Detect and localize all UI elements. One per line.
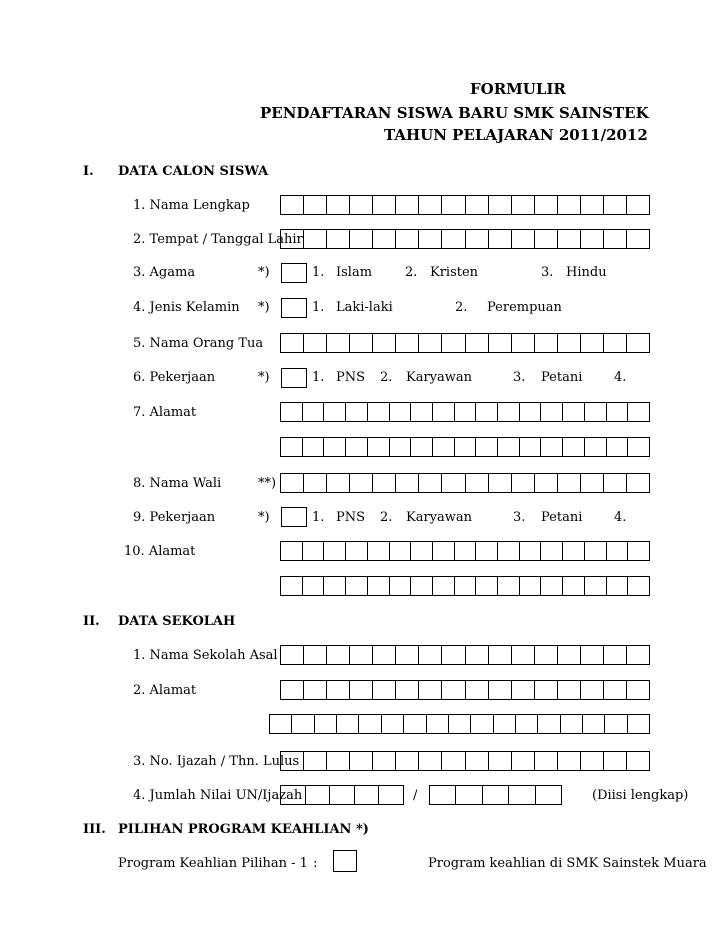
required-marker: *) [258,370,270,385]
input-cell[interactable] [558,474,581,492]
input-cell[interactable] [306,786,331,804]
label-pekerjaan-wali: 9. Pekerjaan [133,510,216,525]
input-cell[interactable] [520,438,542,456]
input-cell[interactable] [536,786,562,804]
input-cell[interactable] [281,646,304,664]
label-alamat: 7. Alamat [133,405,197,420]
input-cell[interactable] [535,752,558,770]
input-cell[interactable] [483,786,509,804]
input-cell[interactable] [315,715,337,733]
label-jenis-kelamin: 4. Jenis Kelamin [133,300,240,315]
input-cell[interactable] [512,646,535,664]
input-cell[interactable] [512,474,535,492]
input-cell[interactable] [324,403,346,421]
input-cell[interactable] [270,715,292,733]
input-cell[interactable] [476,542,498,560]
input-cell[interactable] [350,752,373,770]
input-cell[interactable] [346,542,368,560]
input-cell[interactable] [390,438,412,456]
input-cell[interactable] [605,715,627,733]
wali-job-option-3-label: Petani [541,510,583,525]
input-cell[interactable] [350,196,373,214]
input-cell[interactable] [607,577,629,595]
input-cell[interactable] [498,542,520,560]
input-cell[interactable] [303,403,325,421]
form-year: TAHUN PELAJARAN 2011/2012 [384,126,648,144]
input-cell[interactable] [455,438,477,456]
input-cell[interactable] [558,681,581,699]
input-cell[interactable] [607,403,629,421]
input-cell[interactable] [281,438,303,456]
input-cell[interactable] [419,334,442,352]
input-cell[interactable] [330,786,355,804]
input-cell[interactable] [327,681,350,699]
input-cell[interactable] [535,230,558,248]
input-cell[interactable] [476,403,498,421]
input-cell[interactable] [324,577,346,595]
jk-option-1-num: 1. [312,300,325,315]
input-cell[interactable] [541,577,563,595]
label-nama-sekolah-asal: 1. Nama Sekolah Asal [133,648,278,663]
input-cell[interactable] [396,334,419,352]
required-marker: *) [258,265,270,280]
jk-option-2-num: 2. [455,300,468,315]
input-cell[interactable] [512,196,535,214]
input-cell[interactable] [563,438,585,456]
pekerjaan-wali-checkbox[interactable] [281,507,307,527]
label-program-keahlian-pilihan: Program Keahlian Pilihan - 1 [118,856,308,871]
input-cell[interactable] [516,715,538,733]
input-cell[interactable] [489,752,512,770]
input-cell[interactable] [350,474,373,492]
input-cell[interactable] [535,646,558,664]
required-marker: *) [258,510,270,525]
input-cell[interactable] [442,681,465,699]
input-cell[interactable] [433,438,455,456]
input-cell[interactable] [350,681,373,699]
input-cell[interactable] [411,438,433,456]
input-cell[interactable] [303,542,325,560]
input-alamat-line-1[interactable] [280,402,650,422]
input-alamat-sekolah-line-1[interactable] [280,680,650,700]
input-cell[interactable] [368,403,390,421]
agama-option-3-num: 3. [541,265,554,280]
input-cell[interactable] [390,542,412,560]
input-cell[interactable] [373,196,396,214]
input-cell[interactable] [476,438,498,456]
section-2-number: II. [83,614,100,629]
form-title: FORMULIR [470,80,566,98]
input-cell[interactable] [303,577,325,595]
input-cell[interactable] [628,577,650,595]
input-cell[interactable] [489,646,512,664]
input-cell[interactable] [327,334,350,352]
input-cell[interactable] [535,334,558,352]
input-cell[interactable] [627,752,650,770]
input-cell[interactable] [585,403,607,421]
colon: : [313,856,318,871]
required-marker: *) [258,300,270,315]
input-cell[interactable] [489,681,512,699]
input-cell[interactable] [304,196,327,214]
wali-job-option-1-num: 1. [312,510,325,525]
input-cell[interactable] [563,542,585,560]
input-cell[interactable] [498,438,520,456]
wali-job-option-2-label: Karyawan [406,510,473,525]
input-cell[interactable] [604,752,627,770]
program-keahlian-note: Program keahlian di SMK Sainstek Muara [428,856,707,871]
input-cell[interactable] [466,474,489,492]
input-cell[interactable] [466,646,489,664]
job-option-1-label: PNS [336,370,366,385]
input-cell[interactable] [627,230,650,248]
section-3-number: III. [83,822,106,837]
input-cell[interactable] [607,542,629,560]
input-cell[interactable] [489,334,512,352]
input-cell[interactable] [512,681,535,699]
input-cell[interactable] [628,542,650,560]
input-cell[interactable] [281,403,303,421]
jenis-kelamin-checkbox[interactable] [281,298,307,318]
input-nama-wali[interactable] [280,473,650,493]
input-alamat-line-2[interactable] [280,437,650,457]
input-cell[interactable] [628,403,650,421]
input-cell[interactable] [471,715,493,733]
input-cell[interactable] [489,230,512,248]
input-cell[interactable] [304,681,327,699]
input-alamat-sekolah-line-2[interactable] [269,714,650,734]
input-cell[interactable] [442,230,465,248]
input-cell[interactable] [433,403,455,421]
input-cell[interactable] [396,681,419,699]
input-cell[interactable] [373,681,396,699]
input-cell[interactable] [563,403,585,421]
agama-option-1-num: 1. [312,265,325,280]
input-cell[interactable] [373,230,396,248]
input-cell[interactable] [489,196,512,214]
input-cell[interactable] [535,681,558,699]
label-nama-wali: 8. Nama Wali [133,476,222,491]
input-nama-lengkap[interactable] [280,195,650,215]
input-cell[interactable] [581,474,604,492]
input-cell[interactable] [304,334,327,352]
jk-option-1-label: Laki-laki [336,300,393,315]
input-cell[interactable] [520,542,542,560]
input-cell[interactable] [558,196,581,214]
input-cell[interactable] [581,646,604,664]
input-cell[interactable] [581,196,604,214]
input-cell[interactable] [304,646,327,664]
input-cell[interactable] [455,542,477,560]
input-cell[interactable] [498,403,520,421]
input-cell[interactable] [327,646,350,664]
input-cell[interactable] [466,681,489,699]
label-pekerjaan: 6. Pekerjaan [133,370,216,385]
input-cell[interactable] [627,646,650,664]
input-cell[interactable] [396,646,419,664]
input-cell[interactable] [563,577,585,595]
input-cell[interactable] [327,196,350,214]
input-cell[interactable] [455,577,477,595]
input-cell[interactable] [411,577,433,595]
input-cell[interactable] [281,474,304,492]
input-cell[interactable] [604,334,627,352]
input-cell[interactable] [585,542,607,560]
input-alamat-wali-line-2[interactable] [280,576,650,596]
input-cell[interactable] [430,786,456,804]
input-cell[interactable] [350,334,373,352]
section-3-title: PILIHAN PROGRAM KEAHLIAN *) [118,822,369,837]
input-cell[interactable] [494,715,516,733]
input-cell[interactable] [604,230,627,248]
job-option-2-num: 2. [380,370,393,385]
input-cell[interactable] [628,715,650,733]
job-option-3-label: Petani [541,370,583,385]
input-cell[interactable] [558,230,581,248]
input-cell[interactable] [581,334,604,352]
nilai-separator: / [413,788,418,803]
input-cell[interactable] [442,334,465,352]
input-cell[interactable] [404,715,426,733]
input-cell[interactable] [411,403,433,421]
input-cell[interactable] [561,715,583,733]
input-cell[interactable] [304,230,327,248]
input-cell[interactable] [456,786,482,804]
input-cell[interactable] [373,646,396,664]
input-cell[interactable] [419,681,442,699]
input-cell[interactable] [449,715,471,733]
input-cell[interactable] [368,438,390,456]
input-cell[interactable] [292,715,314,733]
label-alamat-sekolah: 2. Alamat [133,683,197,698]
wali-job-option-1-label: PNS [336,510,366,525]
input-cell[interactable] [455,403,477,421]
input-cell[interactable] [281,681,304,699]
input-alamat-wali-line-1[interactable] [280,541,650,561]
input-cell[interactable] [346,577,368,595]
section-2-title: DATA SEKOLAH [118,614,236,629]
input-cell[interactable] [498,577,520,595]
input-jumlah-nilai-1[interactable] [280,785,404,805]
input-cell[interactable] [346,438,368,456]
wali-job-option-2-num: 2. [380,510,393,525]
label-alamat-wali: 10. Alamat [124,544,196,559]
wali-job-option-4-num: 4. [614,510,627,525]
input-jumlah-nilai-2[interactable] [429,785,562,805]
input-cell[interactable] [327,474,350,492]
input-cell[interactable] [489,474,512,492]
input-cell[interactable] [538,715,560,733]
input-cell[interactable] [346,403,368,421]
input-cell[interactable] [368,542,390,560]
input-cell[interactable] [585,577,607,595]
form-subtitle: PENDAFTARAN SISWA BARU SMK SAINSTEK [260,104,649,122]
input-cell[interactable] [281,786,306,804]
input-cell[interactable] [324,542,346,560]
input-cell[interactable] [604,681,627,699]
input-cell[interactable] [281,230,304,248]
input-cell[interactable] [604,474,627,492]
input-cell[interactable] [327,230,350,248]
input-cell[interactable] [541,403,563,421]
agama-option-3-label: Hindu [566,265,607,280]
job-option-1-num: 1. [312,370,325,385]
input-cell[interactable] [466,196,489,214]
section-1-title: DATA CALON SISWA [118,164,269,179]
input-cell[interactable] [512,334,535,352]
input-cell[interactable] [520,577,542,595]
input-cell[interactable] [558,646,581,664]
input-cell[interactable] [604,196,627,214]
input-cell[interactable] [355,786,380,804]
input-cell[interactable] [359,715,381,733]
label-agama: 3. Agama [133,265,196,280]
wali-job-option-3-num: 3. [513,510,526,525]
input-cell[interactable] [373,334,396,352]
input-cell[interactable] [558,334,581,352]
input-cell[interactable] [442,474,465,492]
input-cell[interactable] [373,474,396,492]
input-cell[interactable] [427,715,449,733]
label-tempat-tanggal-lahir: 2. Tempat / Tanggal Lahir [133,232,303,247]
input-cell[interactable] [442,752,465,770]
input-cell[interactable] [396,196,419,214]
input-cell[interactable] [337,715,359,733]
input-cell[interactable] [442,196,465,214]
input-cell[interactable] [373,752,396,770]
input-cell[interactable] [466,230,489,248]
input-cell[interactable] [541,542,563,560]
input-cell[interactable] [585,438,607,456]
input-cell[interactable] [396,230,419,248]
required-marker: **) [258,476,277,491]
section-1-number: I. [83,164,94,179]
input-cell[interactable] [581,230,604,248]
job-option-3-num: 3. [513,370,526,385]
label-jumlah-nilai: 4. Jumlah Nilai UN/Ijazah [133,788,303,803]
input-cell[interactable] [324,438,346,456]
input-cell[interactable] [512,230,535,248]
input-cell[interactable] [303,438,325,456]
input-cell[interactable] [419,646,442,664]
input-cell[interactable] [442,646,465,664]
input-nama-orang-tua[interactable] [280,333,650,353]
input-cell[interactable] [350,230,373,248]
input-tempat-tanggal-lahir[interactable] [280,229,650,249]
input-cell[interactable] [368,577,390,595]
input-nama-sekolah-asal[interactable] [280,645,650,665]
label-no-ijazah: 3. No. Ijazah / Thn. Lulus [133,754,300,769]
input-cell[interactable] [558,752,581,770]
input-cell[interactable] [581,752,604,770]
job-option-2-label: Karyawan [406,370,473,385]
input-cell[interactable] [419,196,442,214]
input-cell[interactable] [390,403,412,421]
input-cell[interactable] [466,752,489,770]
input-cell[interactable] [396,474,419,492]
input-cell[interactable] [327,752,350,770]
input-cell[interactable] [604,646,627,664]
input-cell[interactable] [419,230,442,248]
agama-option-2-num: 2. [405,265,418,280]
program-keahlian-checkbox[interactable] [333,850,357,872]
nilai-note: (Diisi lengkap) [592,788,689,803]
label-nama-orang-tua: 5. Nama Orang Tua [133,336,264,351]
input-cell[interactable] [520,403,542,421]
input-cell[interactable] [281,542,303,560]
input-cell[interactable] [512,752,535,770]
input-cell[interactable] [541,438,563,456]
input-cell[interactable] [396,752,419,770]
input-cell[interactable] [607,438,629,456]
input-cell[interactable] [281,334,304,352]
input-cell[interactable] [627,334,650,352]
input-cell[interactable] [382,715,404,733]
agama-option-2-label: Kristen [430,265,479,280]
input-cell[interactable] [627,681,650,699]
input-cell[interactable] [509,786,535,804]
input-cell[interactable] [581,681,604,699]
job-option-4-num: 4. [614,370,627,385]
input-cell[interactable] [535,474,558,492]
input-cell[interactable] [466,334,489,352]
input-cell[interactable] [433,542,455,560]
input-cell[interactable] [411,542,433,560]
input-cell[interactable] [419,752,442,770]
input-no-ijazah[interactable] [280,751,650,771]
input-cell[interactable] [628,438,650,456]
input-cell[interactable] [535,196,558,214]
input-cell[interactable] [476,577,498,595]
input-cell[interactable] [433,577,455,595]
input-cell[interactable] [350,646,373,664]
agama-checkbox[interactable] [281,263,307,283]
input-cell[interactable] [281,196,304,214]
input-cell[interactable] [583,715,605,733]
pekerjaan-checkbox[interactable] [281,368,307,388]
input-cell[interactable] [281,752,304,770]
input-cell[interactable] [627,196,650,214]
agama-option-1-label: Islam [336,265,373,280]
input-cell[interactable] [304,474,327,492]
input-cell[interactable] [304,752,327,770]
label-nama-lengkap: 1. Nama Lengkap [133,198,250,213]
input-cell[interactable] [390,577,412,595]
input-cell[interactable] [419,474,442,492]
input-cell[interactable] [627,474,650,492]
input-cell[interactable] [379,786,404,804]
jk-option-2-label: Perempuan [487,300,562,315]
input-cell[interactable] [281,577,303,595]
